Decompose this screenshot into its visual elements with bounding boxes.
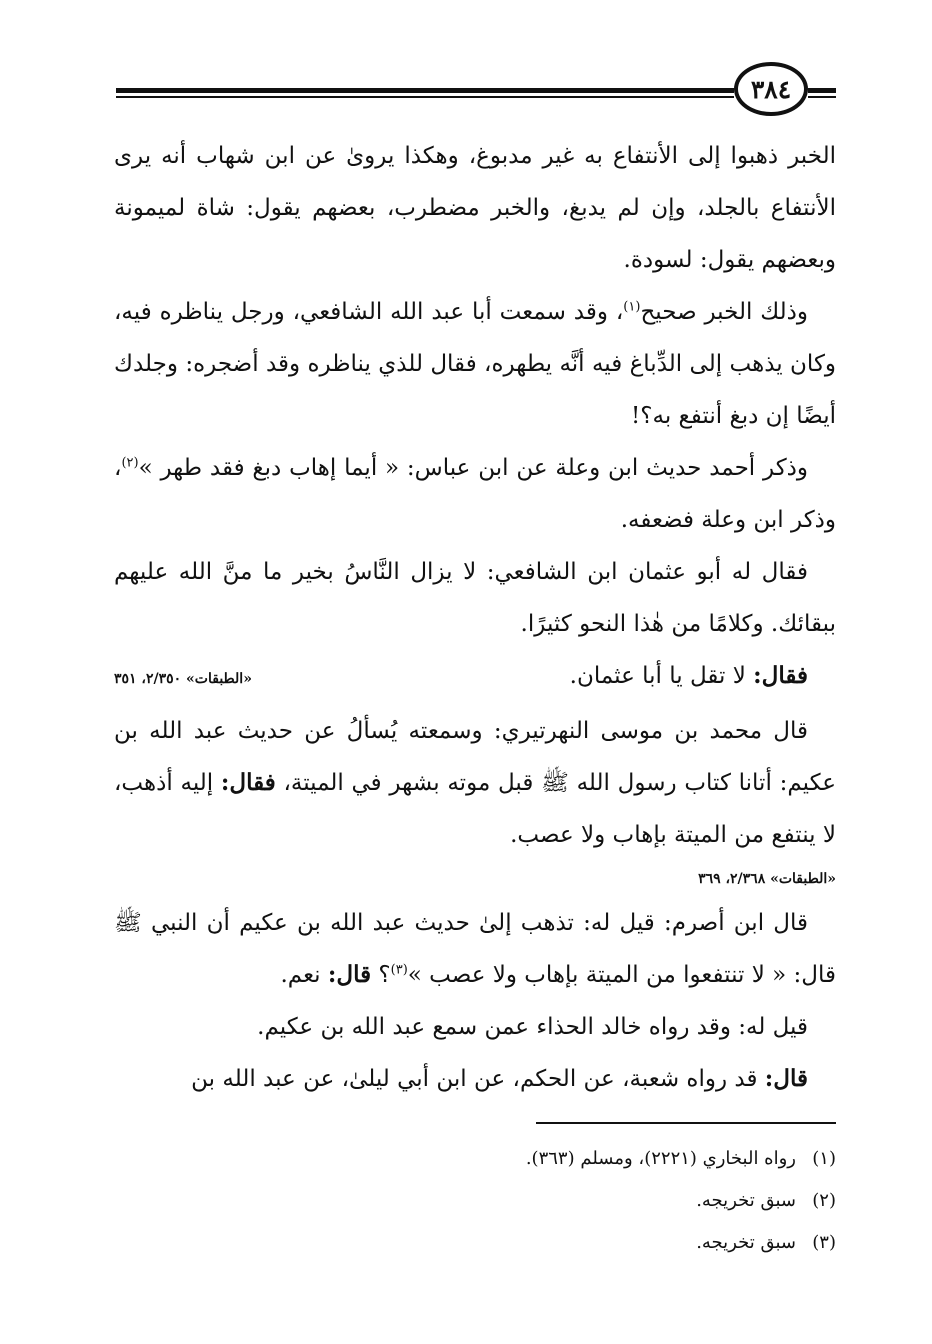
paragraph-3-part-b: ، وذكر ابن وعلة فضعفه. xyxy=(114,455,836,533)
paragraph-4: فقال له أبو عثمان ابن الشافعي: لا يزال النَّاسُ بخير ما منَّ الله عليهم ببقائك. وكلامًا من هٰذا النحو كثيرًا. xyxy=(114,559,836,637)
paragraph-8: قيل له: وقد رواه خالد الحذاء عمن سمع عبد الله بن عكيم. xyxy=(257,1014,808,1040)
footnote-divider xyxy=(536,1122,836,1124)
footnote-text: سبق تخريجه. xyxy=(696,1190,796,1211)
footnote-ref-1: (١) xyxy=(623,299,641,315)
footnote-number: (٢) xyxy=(812,1190,836,1211)
header-rule-right-thin xyxy=(808,96,836,98)
paragraph-7-part-b: ؟ xyxy=(371,962,391,988)
header-rule-thin xyxy=(116,96,734,98)
paragraph-6-part-b: إليه أذهب، لا ينتفع من الميتة بإهاب ولا عصب. xyxy=(114,770,836,848)
paragraph-2-part-a: وذلك الخبر صحيح xyxy=(640,299,808,325)
footnote-item xyxy=(114,1138,836,1180)
paragraph-7-part-a: قال ابن أصرم: قيل له: تذهب إلىٰ حديث عبد الله بن عكيم أن النبي ﷺ قال: « لا تنتفعوا من الميتة بإهاب ولا عصب » xyxy=(114,910,836,988)
paragraph-5-quote: لا تقل يا أبا عثمان. xyxy=(569,663,754,689)
paragraph-9-text: قد رواه شعبة، عن الحكم، عن ابن أبي ليلىٰ، عن عبد الله بن xyxy=(191,1066,765,1092)
paragraph-2 xyxy=(114,286,836,442)
page-number: ٣٨٤ xyxy=(734,62,808,116)
footnote-item xyxy=(114,1222,836,1264)
paragraph-3-part-a: وذكر أحمد حديث ابن وعلة عن ابن عباس: « أيما إهاب دبغ فقد طهر » xyxy=(138,455,808,481)
paragraph-2-part-b: ، وقد سمعت أبا عبد الله الشافعي، ورجل يناظره فيه، وكان يذهب إلى الدِّباغ فيه أنَّه يطهره، فقال للذي يناظره وقد أضجره: وجلدك أيضًا إن دبغ أنتفع به؟! xyxy=(114,299,836,429)
paragraph-5 xyxy=(114,650,836,705)
paragraph-6-part-a: قال محمد بن موسى النهرتيري: وسمعته يُسألُ عن حديث عبد الله بن عكيم: أتانا كتاب رسول الله ﷺ قبل موته بشهر في الميتة، xyxy=(114,718,836,796)
footnote-text: رواه البخاري (٢٢٢١)، ومسلم (٣٦٣). xyxy=(525,1148,796,1169)
source-reference-1: «الطبقات» ٢/٣٥٠، ٣٥١ xyxy=(114,671,252,687)
footnote-ref-2: (٢) xyxy=(121,455,139,471)
paragraph-6 xyxy=(114,705,836,861)
speaker-label: فقال: xyxy=(220,769,276,796)
page-header xyxy=(0,62,932,122)
footnote-number: (٣) xyxy=(812,1232,836,1253)
paragraph-7-part-c: نعم. xyxy=(280,962,328,988)
footnote-text: سبق تخريجه. xyxy=(696,1232,796,1253)
paragraph-7 xyxy=(114,897,836,1001)
paragraph-1: الخبر ذهبوا إلى الأنتفاع به غير مدبوغ، وهكذا يروىٰ عن ابن شهاب أنه يرى الأنتفاع بالجلد، وإن لم يدبغ، والخبر مضطرب، بعضهم يقول: شاة لميمونة وبعضهم يقول: لسودة. xyxy=(114,143,836,273)
paragraph-9 xyxy=(114,1053,836,1105)
header-rule-thick xyxy=(116,88,734,93)
paragraph-5-text xyxy=(570,650,836,702)
speaker-label: قال: xyxy=(327,961,372,988)
footnote-number: (١) xyxy=(812,1148,836,1169)
main-text xyxy=(114,130,836,1105)
speaker-label: قال: xyxy=(764,1065,808,1092)
footnote-ref-3: (٣) xyxy=(390,962,408,978)
source-reference-2: «الطبقات» ٢/٣٦٨، ٣٦٩ xyxy=(698,871,836,887)
footnote-item xyxy=(114,1180,836,1222)
speaker-label: فقال: xyxy=(753,662,808,689)
header-rule-right-thick xyxy=(808,88,836,93)
paragraph-3 xyxy=(114,442,836,546)
footnotes xyxy=(114,1138,836,1264)
